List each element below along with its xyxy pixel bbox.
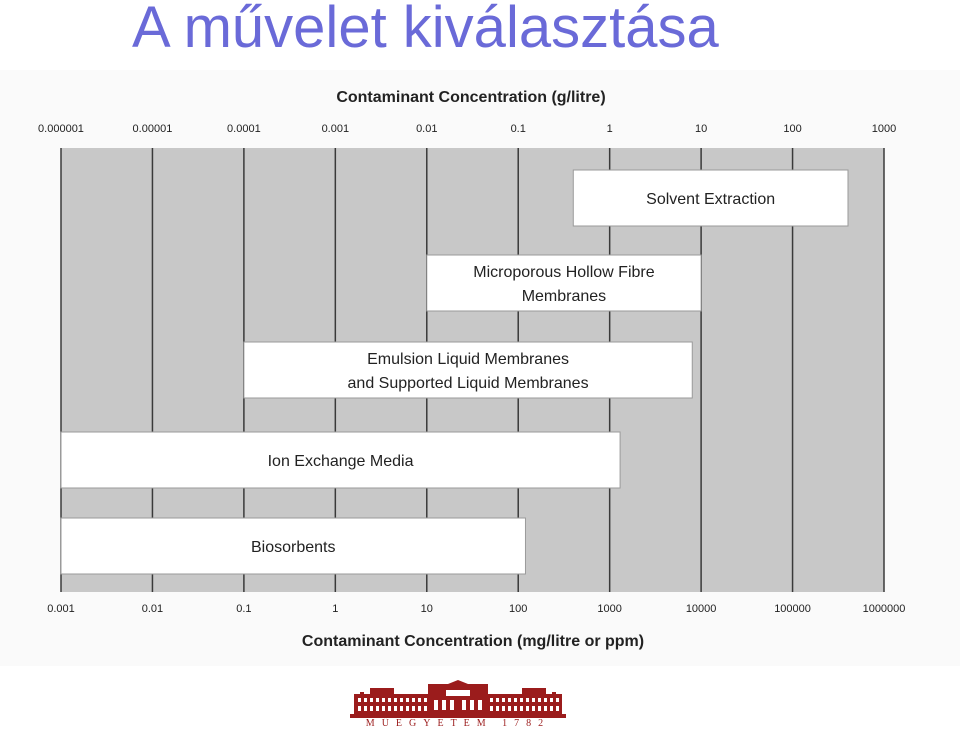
- bottom-tick-label: 100000: [774, 603, 811, 615]
- range-bar-label: Emulsion Liquid Membranes: [367, 351, 570, 368]
- top-tick-label: 0.000001: [38, 123, 84, 135]
- top-tick-label: 0.0001: [227, 123, 261, 135]
- range-bar-label: Solvent Extraction: [646, 191, 776, 208]
- chart-canvas: [0, 70, 960, 666]
- logo-caption: MŰEGYETEM 1782: [365, 718, 551, 729]
- bottom-tick-label: 10: [420, 603, 433, 615]
- bottom-tick-label: 1: [332, 603, 339, 615]
- top-axis-title: Contaminant Concentration (g/litre): [336, 89, 606, 106]
- bottom-tick-label: 1000000: [862, 603, 906, 615]
- concentration-range-chart: [0, 70, 960, 666]
- top-tick-label: 0.01: [416, 123, 438, 135]
- range-bar-label: Biosorbents: [250, 539, 336, 556]
- bottom-axis-title: Contaminant Concentration (mg/litre or ppm): [301, 633, 645, 650]
- range-bar-label: Ion Exchange Media: [267, 453, 414, 470]
- university-logo: [350, 680, 566, 736]
- top-tick-label: 1000: [871, 123, 897, 135]
- range-bar-label: Membranes: [521, 288, 607, 305]
- bottom-tick-label: 0.1: [236, 603, 252, 615]
- top-tick-label: 10: [694, 123, 708, 135]
- top-tick-label: 1: [606, 123, 613, 135]
- bottom-tick-label: 1000: [597, 603, 622, 615]
- bottom-tick-label: 100: [509, 603, 528, 615]
- building-emblem-icon: [350, 680, 566, 720]
- bottom-tick-label: 0.001: [47, 603, 75, 615]
- bottom-tick-label: 0.01: [141, 603, 164, 615]
- range-bar-label: Microporous Hollow Fibre: [473, 264, 655, 281]
- top-tick-label: 100: [783, 123, 802, 135]
- top-tick-label: 0.00001: [132, 123, 173, 135]
- top-tick-label: 0.1: [510, 123, 526, 135]
- bottom-tick-label: 10000: [685, 603, 717, 615]
- slide-title: A művelet kiválasztása: [132, 0, 719, 60]
- range-bar-label: and Supported Liquid Membranes: [347, 375, 589, 392]
- top-tick-label: 0.001: [321, 123, 350, 135]
